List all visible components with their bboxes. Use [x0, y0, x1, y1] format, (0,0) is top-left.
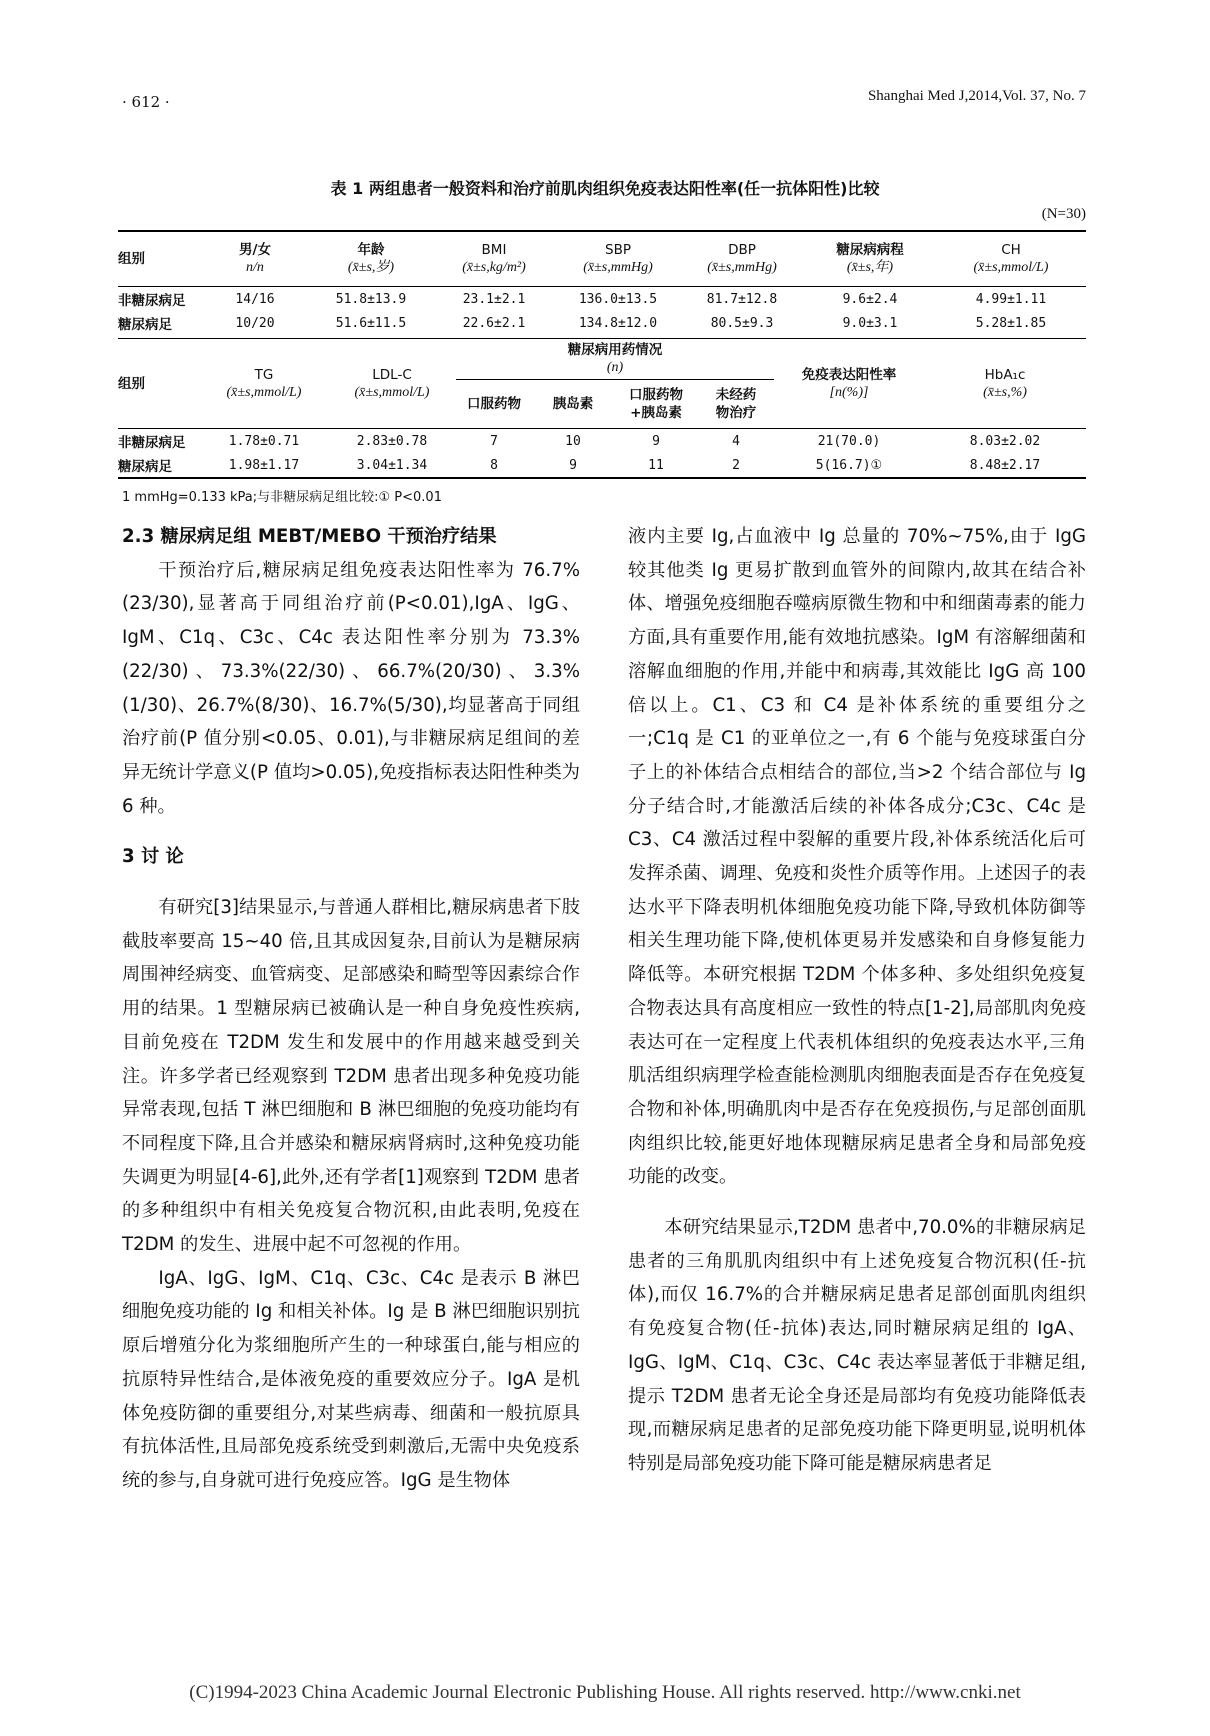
table-header-row	[118, 231, 1086, 287]
page-number: · 612 ·	[122, 93, 170, 111]
col-duration: 糖尿病病程 (x̄±s,年)	[836, 242, 904, 275]
paragraph: 本研究结果显示,T2DM 患者中,70.0%的非糖尿病足患者的三角肌肌肉组织中有上述免疫复合物沉积(任-抗体),而仅 16.7%的合并糖尿病足患者足部创面肌肉组织有免疫复合物(任-抗体)表达,同时糖尿病足组的 IgA、IgG、IgM、C1q、C3c、C4c 表达率显著低于非糖足组,提示 T2DM 患者无论全身还是局部均有免疫功能降低表现,而糖尿病足患者的足部免疫功能下降更明显,说明机体特别是局部免疫功能下降可能是糖尿病患者足	[628, 1217, 1086, 1474]
col-tg: TG (x̄±s,mmol/L)	[226, 366, 302, 400]
col-insulin: 胰岛素	[552, 396, 594, 412]
table-row: 糖尿病足 10/20 51.6±11.5 22.6±2.1 134.8±12.0 80.5±9.3 9.0±3.1 5.28±1.85	[118, 315, 1047, 333]
paragraph: 干预治疗后,糖尿病足组免疫表达阳性率为 76.7%(23/30),显著高于同组治疗前(P<0.01),IgA、IgG、IgM、C1q、C3c、C4c 表达阳性率分别为 73.3%(22/30)、73.3%(22/30)、66.7%(20/30)、3.3%(1/30)、26.7%(8/30)、16.7%(5/30),均显著高于同组治疗前(P 值分别<0.05、0.01),与非糖尿病足组间的差异无统计学意义(P 值均>0.05),免疫指标表达阳性种类为 6 种。	[122, 559, 580, 817]
col-age: 年龄 (x̄±s,岁)	[347, 242, 395, 275]
col-medication-group: 糖尿病用药情况 (n)	[456, 339, 774, 380]
paragraph: 有研究[3]结果显示,与普通人群相比,糖尿病患者下肢截肢率要高 15~40 倍,且其成因复杂,目前认为是糖尿病周围神经病变、血管病变、足部感染和畸型等因素综合作用的结果。1 型糖尿病已被确认是一种自身免疫性疾病,目前免疫在 T2DM 发生和发展中的作用越来越受到关注。许多学者已经观察到 T2DM 患者出现多种免疫功能异常表现,包括 T 淋巴细胞和 B 淋巴细胞的免疫功能均有不同程度下降,且合并感染和糖尿病肾病时,这种免疫功能失调更为明显[4-6],此外,还有学者[1]观察到 T2DM 患者的多种组织中有相关免疫复合物沉积,由此表明,免疫在 T2DM 的发生、进展中起不可忽视的作用。	[122, 897, 580, 1256]
paragraph-gap	[122, 823, 580, 840]
paragraph: IgA、IgG、IgM、C1q、C3c、C4c 是表示 B 淋巴细胞免疫功能的 Ig 和相关补体。Ig 是 B 淋巴细胞识别抗原后增殖分化为浆细胞所产生的一种球蛋白,能与相应的抗原特异性结合,是体液免疫的重要效应分子。IgA 是机体免疫防御的重要组分,对某些病毒、细菌和一般抗原具有抗体活性,且局部免疫系统受到刺激后,无需中央免疫系统的参与,自身就可进行免疫应答。IgG 是生物体	[122, 1267, 580, 1491]
table-row: 非糖尿病足 1.78±0.71 2.83±0.78 7 10 9 4 21(70.0) 8.03±2.02	[118, 433, 1041, 451]
col-hba1c: HbA₁c (x̄±s,%)	[983, 366, 1027, 400]
left-text-column	[122, 520, 580, 1498]
section-heading: 2.3 糖尿病足组 MEBT/MEBO 干预治疗结果	[122, 526, 497, 547]
table-part-1	[118, 230, 1086, 335]
table-row: 非糖尿病足 14/16 51.8±13.9 23.1±2.1 136.0±13.5 81.7±12.8 9.6±2.4 4.99±1.11	[118, 291, 1047, 309]
table-sample-size: (N=30)	[1041, 206, 1086, 222]
col-sbp: SBP (x̄±s,mmHg)	[583, 242, 653, 275]
col-immune-rate: 免疫表达阳性率 [n(%)]	[801, 366, 897, 400]
paragraph: 液内主要 Ig,占血液中 Ig 总量的 70%~75%,由于 IgG 较其他类 Ig 更易扩散到血管外的间隙内,故其在结合补体、增强免疫细胞吞噬病原微生物和中和细菌毒素的能力方面,具有重要作用,能有效地抗感染。IgM 有溶解细菌和溶解血细胞的作用,并能中和病毒,其效能比 IgG 高 100 倍以上。C1、C3 和 C4 是补体系统的重要组分之一;C1q 是 C1 的亚单位之一,有 6 个能与免疫球蛋白分子上的补体结合点相结合的部位,当>2 个结合部位与 Ig 分子结合时,才能激活后续的补体各成分;C3c、C4c 是 C3、C4 激活过程中裂解的重要片段,补体系统活化后可发挥杀菌、调理、免疫和炎性介质等作用。上述因子的表达水平下降表明机体细胞免疫功能下降,导致机体防御等相关生理功能下降,使机体更易并发感染和自身修复能力降低等。本研究根据 T2DM 个体多种、多处组织免疫复合物表达具有高度相应一致性的特点[1-2],局部肌肉免疫表达可在一定程度上代表机体组织的免疫表达水平,三角肌活组织病理学检查能检测肌肉细胞表面是否存在免疫复合物和补体,明确肌肉中是否存在免疫损伤,与足部创面肌肉组织比较,能更好地体现糖尿病足患者全身和局部免疫功能的改变。	[628, 526, 1086, 1188]
col-ldl: LDL-C (x̄±s,mmol/L)	[354, 366, 430, 400]
col-oral: 口服药物	[467, 396, 521, 412]
table-row: 糖尿病足 1.98±1.17 3.04±1.34 8 9 11 2 5(16.7)① 8.48±2.17	[118, 457, 1041, 475]
group-header: 组别	[118, 375, 145, 392]
col-no-medication: 未经药 物治疗	[715, 387, 757, 421]
right-text-column	[628, 520, 1086, 1481]
table-caption: 表 1 两组患者一般资料和治疗前肌肉组织免疫表达阳性率(任一抗体阳性)比较	[330, 179, 880, 198]
col-dbp: DBP (x̄±s,mmHg)	[707, 242, 777, 275]
journal-running-head: Shanghai Med J,2014,Vol. 37, No. 7	[867, 88, 1086, 104]
paragraph-gap	[628, 1194, 1086, 1211]
col-oral-insulin: 口服药物 +胰岛素	[629, 387, 683, 421]
table-footnote: 1 mmHg=0.133 kPa;与非糖尿病足组比较:① P<0.01	[122, 490, 442, 505]
group-header: 组别	[118, 251, 145, 267]
section-heading: 3 讨 论	[122, 846, 184, 868]
col-bmi: BMI (x̄±s,kg/m²)	[462, 242, 526, 275]
table-part-2	[118, 338, 1086, 479]
paragraph-gap	[122, 874, 580, 891]
col-sex: 男/女 n/n	[239, 242, 271, 275]
copyright-footer: (C)1994-2023 China Academic Journal Electronic Publishing House. All rights reserved. http://www.cnki.net	[189, 1682, 1021, 1703]
col-ch: CH (x̄±s,mmol/L)	[973, 242, 1049, 275]
table-header-row	[118, 339, 1086, 380]
